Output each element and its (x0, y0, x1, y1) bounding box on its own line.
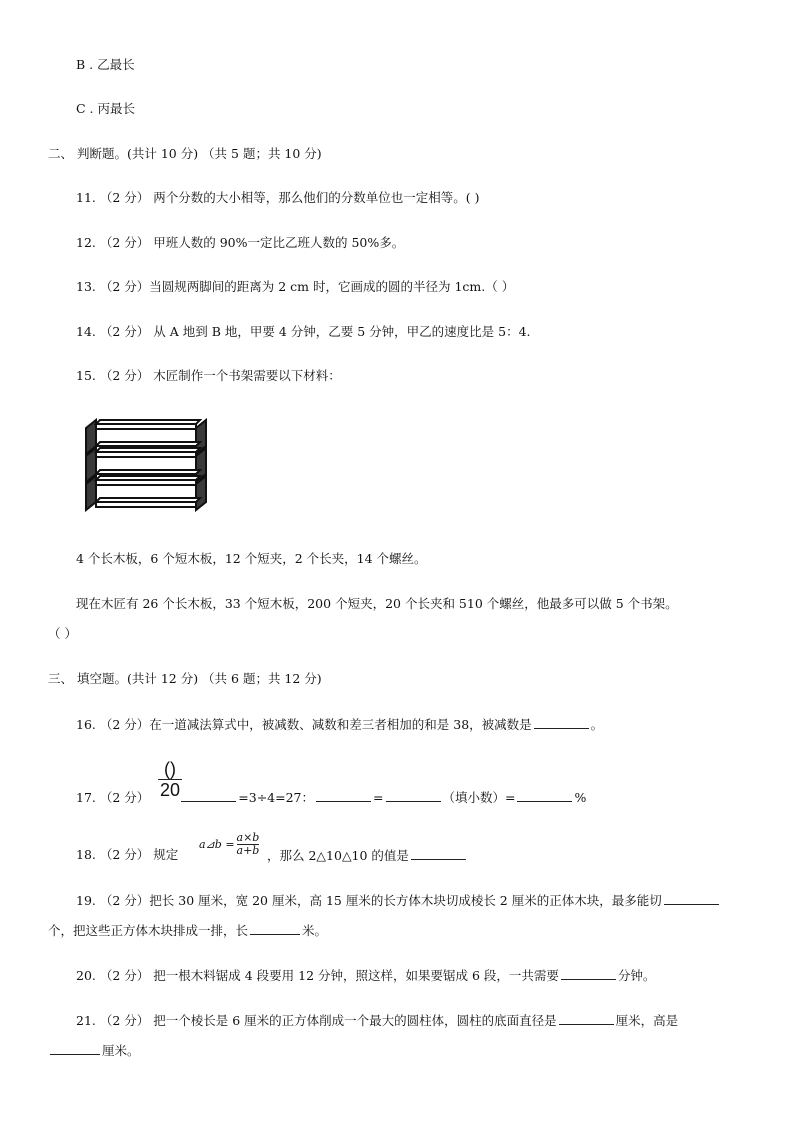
question-17-part4: % (574, 790, 587, 805)
question-20-text: 20. （2 分） 把一根木料锯成 4 段要用 12 分钟，照这样，如果要锯成 6 段，一共需要 (76, 968, 559, 983)
question-16-text: 16. （2 分）在一道减法算式中，被减数、减数和差三者相加的和是 38，被减数是 (76, 717, 532, 732)
option-c: C . 丙最长 (76, 101, 135, 116)
question-17-part1: =3÷4=27： (238, 790, 315, 805)
question-18 (267, 847, 468, 864)
question-18-suffix: ，那么 2△10△10 的值是 (267, 848, 409, 863)
section-3-heading: 三、 填空题。(共计 12 分) （共 6 题；共 12 分) (48, 671, 322, 686)
question-16-end: 。 (590, 717, 604, 732)
option-b: B . 乙最长 (76, 57, 135, 72)
question-15-statement: 现在木匠有 26 个长木板，33 个短木板，200 个短夹，20 个长夹和 510 个螺丝，他最多可以做 5 个书架。 (76, 596, 678, 611)
fraction-numerator: () (164, 759, 176, 779)
question-15-stem: 15. （2 分） 木匠制作一个书架需要以下材料： (76, 368, 341, 383)
question-13: 13. （2 分）当圆规两脚间的距离为 2 cm 时，它画成的圆的半径为 1cm.（ ） (76, 279, 515, 294)
question-19-text-2a: 个，把这些正方体木块排成一排，长 (48, 923, 249, 938)
question-21-line1 (76, 1012, 678, 1029)
question-17 (76, 789, 586, 806)
answer-blank[interactable] (664, 892, 719, 905)
question-16 (76, 716, 603, 733)
section-2-heading: 二、 判断题。(共计 10 分) （共 5 题；共 10 分) (48, 146, 322, 161)
question-15-paren: （ ） (48, 626, 77, 641)
question-19-text: 19. （2 分）把长 30 厘米，宽 20 厘米，高 15 厘米的长方体木块切成棱长 2 厘米的正体木块，最多能切 (76, 893, 662, 908)
answer-blank[interactable] (561, 967, 616, 980)
question-20 (76, 967, 655, 984)
answer-blank[interactable] (250, 922, 300, 935)
question-21-text-1a: 21. （2 分） 把一个棱长是 6 厘米的正方体削成一个最大的圆柱体，圆柱的底面直径是 (76, 1013, 557, 1028)
answer-blank[interactable] (50, 1042, 100, 1055)
answer-blank[interactable] (316, 789, 371, 802)
question-18-prefix: 18. （2 分） 规定 (76, 847, 179, 862)
question-21-line2 (48, 1042, 140, 1059)
answer-blank[interactable] (386, 789, 441, 802)
question-20-end: 分钟。 (617, 968, 656, 983)
question-19-line2 (48, 922, 327, 939)
answer-blank[interactable] (411, 847, 466, 860)
question-14: 14. （2 分） 从 A 地到 B 地，甲要 4 分钟，乙要 5 分钟，甲乙的速度比是 5：4. (76, 324, 531, 339)
answer-blank[interactable] (181, 789, 236, 802)
question-19-line1 (76, 892, 721, 909)
question-17-part3: （填小数）= (442, 790, 516, 805)
question-21-text-1b: 厘米，高是 (615, 1013, 679, 1028)
formula-lhs: a⊿b = (199, 837, 235, 851)
right-panel (196, 420, 206, 510)
question-15-materials: 4 个长木板，6 个短木板，12 个短夹，2 个长夹，14 个螺丝。 (76, 551, 427, 566)
left-panel (86, 420, 96, 510)
question-12: 12. （2 分） 甲班人数的 90%一定比乙班人数的 50%多。 (76, 235, 405, 250)
bookshelf-image (82, 412, 212, 514)
question-11: 11. （2 分） 两个分数的大小相等，那么他们的分数单位也一定相等。( ) (76, 190, 480, 205)
question-17-part2: = (373, 790, 384, 805)
question-21-text-2: 厘米。 (102, 1043, 140, 1058)
formula (199, 832, 259, 857)
question-17-prefix: 17. （2 分） (76, 790, 150, 805)
answer-blank[interactable] (534, 716, 589, 729)
formula-denominator: a+b (236, 844, 260, 857)
fraction-denominator: 20 (159, 780, 181, 800)
formula-numerator: a×b (236, 831, 260, 844)
answer-blank[interactable] (517, 789, 572, 802)
shelf-boards (96, 420, 200, 507)
answer-blank[interactable] (559, 1012, 614, 1025)
question-19-text-2b: 米。 (302, 923, 328, 938)
